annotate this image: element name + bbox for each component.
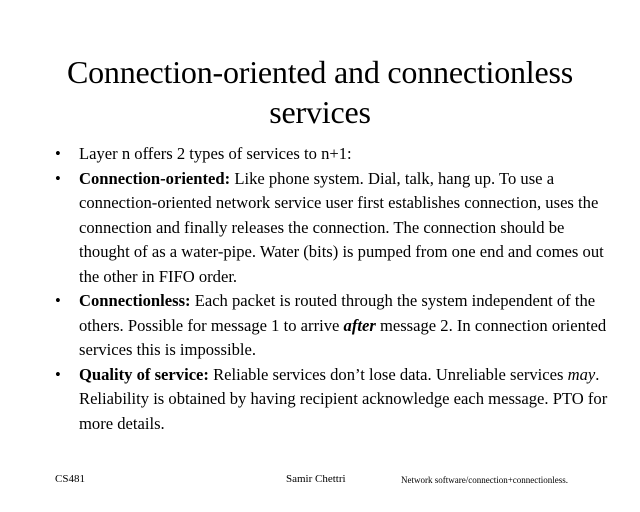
bullet-text: Layer n offers 2 types of services to n+1: <box>79 144 352 163</box>
bullet-label: Connection-oriented: <box>79 168 231 188</box>
footer-course-code: CS481 <box>55 473 85 485</box>
footer-slide-path: Network software/connection+connectionless. <box>401 475 569 485</box>
bullet-label: Connectionless: <box>79 291 191 310</box>
bullet-list <box>55 142 615 436</box>
bullet-text-start: Reliable services don’t lose data. Unreliable services <box>208 364 568 384</box>
footer-author: Samir Chettri <box>286 473 346 485</box>
bullet-item-quality-of-service <box>55 363 615 437</box>
bullet-text: Like phone system. Dial, talk, hang up. To use a connection-oriented network service user first establishes connection, uses the connection and finally releases the connection. The connection should be thought of as a water-pipe. Water (bits) is pumped from one end and comes out the other in FIFO order. <box>79 168 604 286</box>
bullet-item-connectionless <box>55 289 615 363</box>
bullet-icon: • <box>55 291 61 310</box>
bullet-label: Quality of service: <box>79 364 209 384</box>
bullet-icon: • <box>55 168 61 188</box>
bullet-text-end: message 2. In connection oriented services this is impossible. <box>79 315 607 359</box>
bullet-item-connection-oriented <box>55 167 615 290</box>
bullet-text-start: Each packet is routed through the system independent of the others. Possible for message 1 to arrive <box>79 291 596 335</box>
bullet-icon: • <box>55 364 61 384</box>
bullet-emphasis: after <box>343 315 376 335</box>
title-line-1: Connection-oriented and connectionless <box>66 54 574 90</box>
slide-title <box>40 52 600 132</box>
bullet-item-service-types <box>55 142 615 167</box>
bullet-text-end: . Reliability is obtained by having recipient acknowledge each message. PTO for more details. <box>79 364 608 433</box>
title-line-2: services <box>269 94 371 130</box>
bullet-icon: • <box>55 144 61 163</box>
bullet-emphasis: may <box>567 364 596 384</box>
